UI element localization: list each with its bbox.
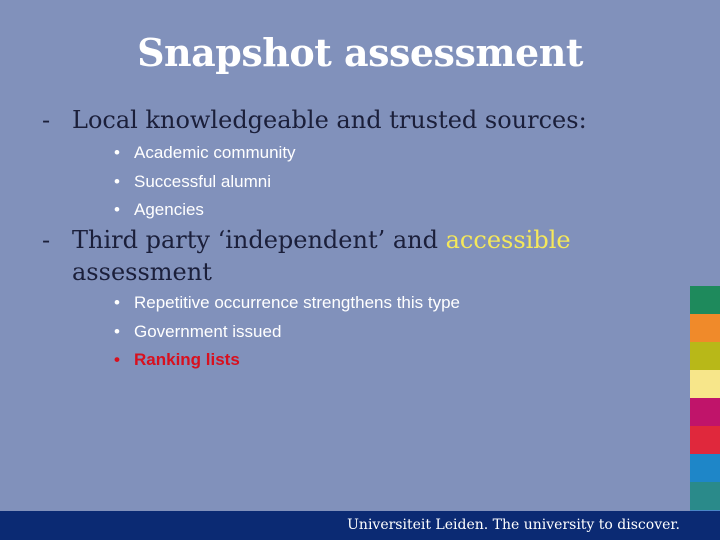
bullet-icon: • [114, 350, 120, 369]
color-swatch [690, 342, 720, 370]
slide-title: Snapshot assessment [137, 30, 583, 75]
section-1-text: Local knowledgeable and trusted sources: [72, 106, 587, 134]
bullet-icon: • [114, 321, 120, 341]
accessible-highlight: accessible [445, 226, 571, 254]
bullet-item: • Academic community [114, 139, 296, 168]
bullet-item: • Agencies [114, 196, 296, 225]
bullet-item: • Repetitive occurrence strengthens this type [114, 289, 460, 318]
color-swatch [690, 398, 720, 426]
color-swatch [690, 370, 720, 398]
bullet-icon: • [114, 143, 120, 162]
footer-tagline: Universiteit Leiden. The university to discover. [347, 517, 680, 533]
color-swatch [690, 426, 720, 454]
bullet-item: • Government issued [114, 318, 460, 347]
brand-color-bar [690, 286, 720, 538]
section-2-text: Third party ‘independent’ and accessible assessment [72, 226, 571, 286]
section-2-bullets [114, 289, 460, 375]
footer-bar [0, 511, 720, 540]
bullet-icon: • [114, 200, 120, 219]
bullet-icon: • [114, 293, 120, 312]
bullet-item-ranking-lists: • Ranking lists [114, 346, 460, 375]
color-swatch [690, 454, 720, 482]
color-swatch [690, 314, 720, 342]
section-1-bullets [114, 139, 296, 225]
bullet-icon: • [114, 171, 120, 191]
color-swatch [690, 482, 720, 510]
dash-marker: - [42, 106, 51, 134]
color-swatch [690, 286, 720, 314]
bullet-item: • Successful alumni [114, 168, 296, 197]
dash-marker: - [42, 226, 51, 254]
